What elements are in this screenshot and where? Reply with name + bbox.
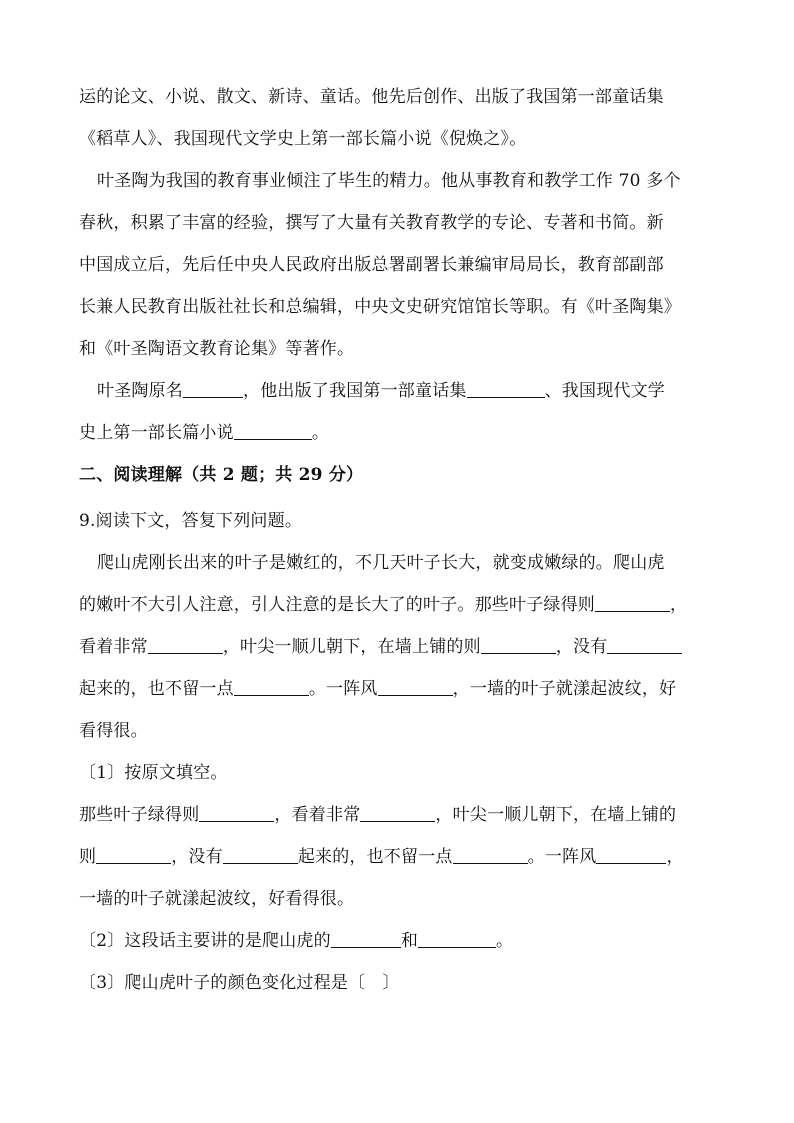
sub1-line-3: 一墙的叶子就漾起波纹，好看得很。 [79, 889, 355, 909]
q8-text: ，他出版了我国第一部童话集 [243, 381, 467, 401]
q8-text: 、我国现代文学 [544, 381, 666, 401]
sub3-line: 〔3〕爬山虎叶子的颜色变化过程是〔 〕 [79, 973, 400, 993]
sub1-text: 那些叶子绿得则 [79, 805, 200, 825]
passage-line-2 [79, 594, 719, 616]
section-title: 二、阅读理解（共 2 题；共 29 分） [79, 465, 364, 485]
intro-line-2: 《稻草人》、我国现代文学史上第一部长篇小说《倪焕之》。 [79, 129, 527, 149]
sub2-text: 〔2〕这段话主要讲的是爬山虎的 [79, 931, 331, 951]
intro-line-1: 运的论文、小说、散文、新诗、童话。他先后创作、出版了我国第一部童话集 [79, 87, 664, 107]
passage-text: 起来的，也不留一点 [79, 679, 234, 699]
answer-blank[interactable] [418, 931, 496, 948]
passage-blank[interactable] [607, 637, 682, 654]
passage-text: 。一阵风 [308, 679, 378, 699]
sub2-text: 。 [496, 931, 514, 951]
q8-text: 叶圣陶原名 [97, 381, 183, 401]
blank-novel[interactable] [234, 423, 312, 440]
passage-blank[interactable] [595, 595, 670, 612]
passage-text: 的嫩叶不大引人注意，引人注意的是长大了的叶子。那些叶子绿得则 [79, 595, 595, 615]
answer-blank[interactable] [596, 847, 666, 864]
bio-line-2: 春秋，积累了丰富的经验，撰写了大量有关教育教学的专论、专著和书简。新 [79, 213, 664, 233]
answer-blank[interactable] [453, 847, 528, 864]
passage-text: ， [670, 595, 688, 615]
passage-blank[interactable] [378, 679, 453, 696]
sub1-line-2 [79, 846, 719, 868]
passage-line-1: 爬山虎刚长出来的叶子是嫩红的，不几天叶子长大，就变成嫩绿的。爬山虎 [97, 553, 665, 573]
bio-line-4: 长兼人民教育出版社社长和总编辑，中央文史研究馆馆长等职。有《叶圣陶集》 [79, 297, 681, 317]
q8-line-1 [97, 380, 737, 402]
passage-line-3 [79, 636, 719, 658]
blank-original-name[interactable] [183, 381, 243, 398]
sub1-text: ，看着非常 [274, 805, 361, 825]
q8-line-2 [79, 422, 719, 444]
sub1-label: 〔1〕按原文填空。 [79, 763, 228, 783]
sub1-text: ，叶尖一顺儿朝下，在墙上铺的 [435, 805, 677, 825]
answer-blank[interactable] [199, 805, 274, 822]
q8-text: 。 [311, 423, 330, 443]
sub2-line [79, 930, 719, 952]
passage-text: 看着非常 [79, 637, 148, 657]
answer-blank[interactable] [223, 847, 298, 864]
passage-line-5: 看得很。 [79, 721, 148, 741]
sub1-text: ， [666, 847, 684, 867]
q9-title: 9.阅读下文，答复下列问题。 [79, 511, 303, 531]
bio-line-5: 和《叶圣陶语文教育论集》等著作。 [79, 339, 355, 359]
answer-blank[interactable] [331, 931, 401, 948]
sub1-text: 。一阵风 [527, 847, 597, 867]
passage-blank[interactable] [481, 637, 556, 654]
q8-text: 史上第一部长篇小说 [79, 423, 234, 443]
sub1-text: 起来的，也不留一点 [297, 847, 453, 867]
bio-line-3: 中国成立后，先后任中央人民政府出版总署副署长兼编审局局长，教育部副部 [79, 255, 664, 275]
passage-blank[interactable] [234, 679, 309, 696]
passage-blank[interactable] [148, 637, 223, 654]
sub2-text: 和 [400, 931, 419, 951]
sub1-text: 则 [79, 847, 97, 867]
sub1-text: ，没有 [171, 847, 223, 867]
passage-text: ，叶尖一顺儿朝下，在墙上铺的则 [222, 637, 481, 657]
sub1-line-1 [79, 804, 719, 826]
passage-text: ，没有 [555, 637, 608, 657]
blank-fairy-tale[interactable] [467, 381, 545, 398]
answer-blank[interactable] [360, 805, 435, 822]
answer-blank[interactable] [96, 847, 171, 864]
passage-line-4 [79, 678, 719, 700]
passage-text: ，一墙的叶子就漾起波纹，好 [452, 679, 677, 699]
bio-line-1: 叶圣陶为我国的教育事业倾注了毕生的精力。他从事教育和教学工作 70 多个 [97, 171, 681, 191]
